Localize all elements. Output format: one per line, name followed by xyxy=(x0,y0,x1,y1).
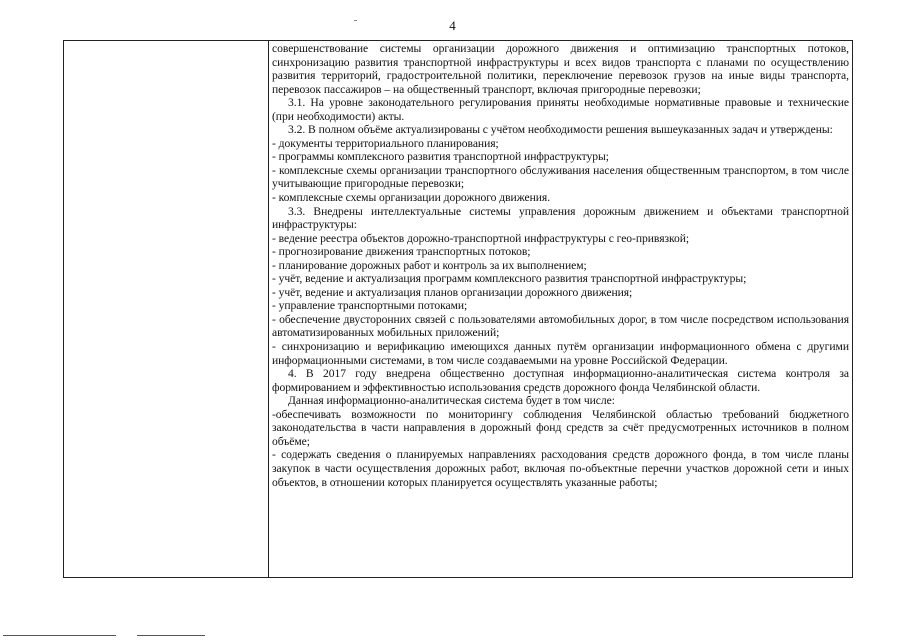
document-table xyxy=(63,40,853,578)
paragraph: - комплексные схемы организации дорожного движения. xyxy=(272,191,551,205)
paragraph: - документы территориального планирования; xyxy=(272,136,499,150)
paragraph: - содержать сведения о планируемых направлениях расходования средств дорожного фонда, в том числе планы закупок в части осуществления дорожных работ, включая по-объектные перечни участков дорожной сети и иных объектов, в отношении которых планируется осуществлять указанные работы; xyxy=(272,448,849,489)
paragraph: 3.2. В полном объёме актуализированы с учётом необходимости решения вышеуказанных задач и утверждены: xyxy=(288,123,833,137)
left-column-cell xyxy=(64,41,269,578)
paragraph: 3.3. Внедрены интеллектуальные системы управления дорожным движением и объектами транспортной инфраструктуры: xyxy=(272,204,849,232)
paragraph: совершенствование системы организации дорожного движения и оптимизацию транспортных потоков, синхронизацию развития транспортной инфраструктуры и всех видов транспорта с планами по осуществлению развития территорий, градостроительной политики, переключение перевозок грузов на иные виды транспорта, перевозок пассажиров – на общественный транспорт, включая пригородные перевозки; xyxy=(272,42,849,96)
paragraph: -обеспечивать возможности по мониторингу соблюдения Челябинской областью требований бюджетного законодательства в части направления в дорожный фонд средств за счёт предусмотренных источников в полном объёме; xyxy=(272,407,849,448)
paragraph: - обеспечение двусторонних связей с пользователями автомобильных дорог, в том числе посредством использования автоматизированных мобильных приложений; xyxy=(272,312,849,340)
paragraph: - учёт, ведение и актуализация программ комплексного развития транспортной инфраструктуры; xyxy=(272,272,747,286)
footer-rule-right xyxy=(137,635,205,636)
footer-rule-left xyxy=(3,635,116,636)
right-column-cell xyxy=(269,41,853,578)
table-row xyxy=(64,41,853,578)
paragraph: - программы комплексного развития транспортной инфраструктуры; xyxy=(272,150,609,164)
paragraph: 3.1. На уровне законодательного регулирования приняты необходимые нормативные правовые и технические (при необходимости) акты. xyxy=(272,96,849,123)
paragraph: - прогнозирование движения транспортных потоков; xyxy=(272,245,531,259)
page-number: 4 xyxy=(449,18,456,33)
paragraph: - ведение реестра объектов дорожно-транспортной инфраструктуры с гео-привязкой; xyxy=(272,231,690,245)
paragraph: - синхронизацию и верификацию имеющихся данных путём организации информационного обмена с другими информационными системами, в том числе создаваемыми на уровне Российской Федерации. xyxy=(272,340,849,367)
paragraph: Данная информационно-аналитическая система будет в том числе: xyxy=(288,394,615,408)
body-text xyxy=(269,41,852,489)
paragraph: 4. В 2017 году внедрена общественно доступная информационно-аналитическая система контроля за формированием и эффективностью использования средств дорожного фонда Челябинской области. xyxy=(272,367,849,394)
paragraph: - учёт, ведение и актуализация планов организации дорожного движения; xyxy=(272,285,633,299)
paragraph: - управление транспортными потоками; xyxy=(272,299,468,313)
paragraph: - комплексные схемы организации транспортного обслуживания населения общественным транспортом, в том числе учитывающие пригородные перевозки; xyxy=(272,163,849,191)
paragraph: - планирование дорожных работ и контроль за их выполнением; xyxy=(272,258,587,272)
